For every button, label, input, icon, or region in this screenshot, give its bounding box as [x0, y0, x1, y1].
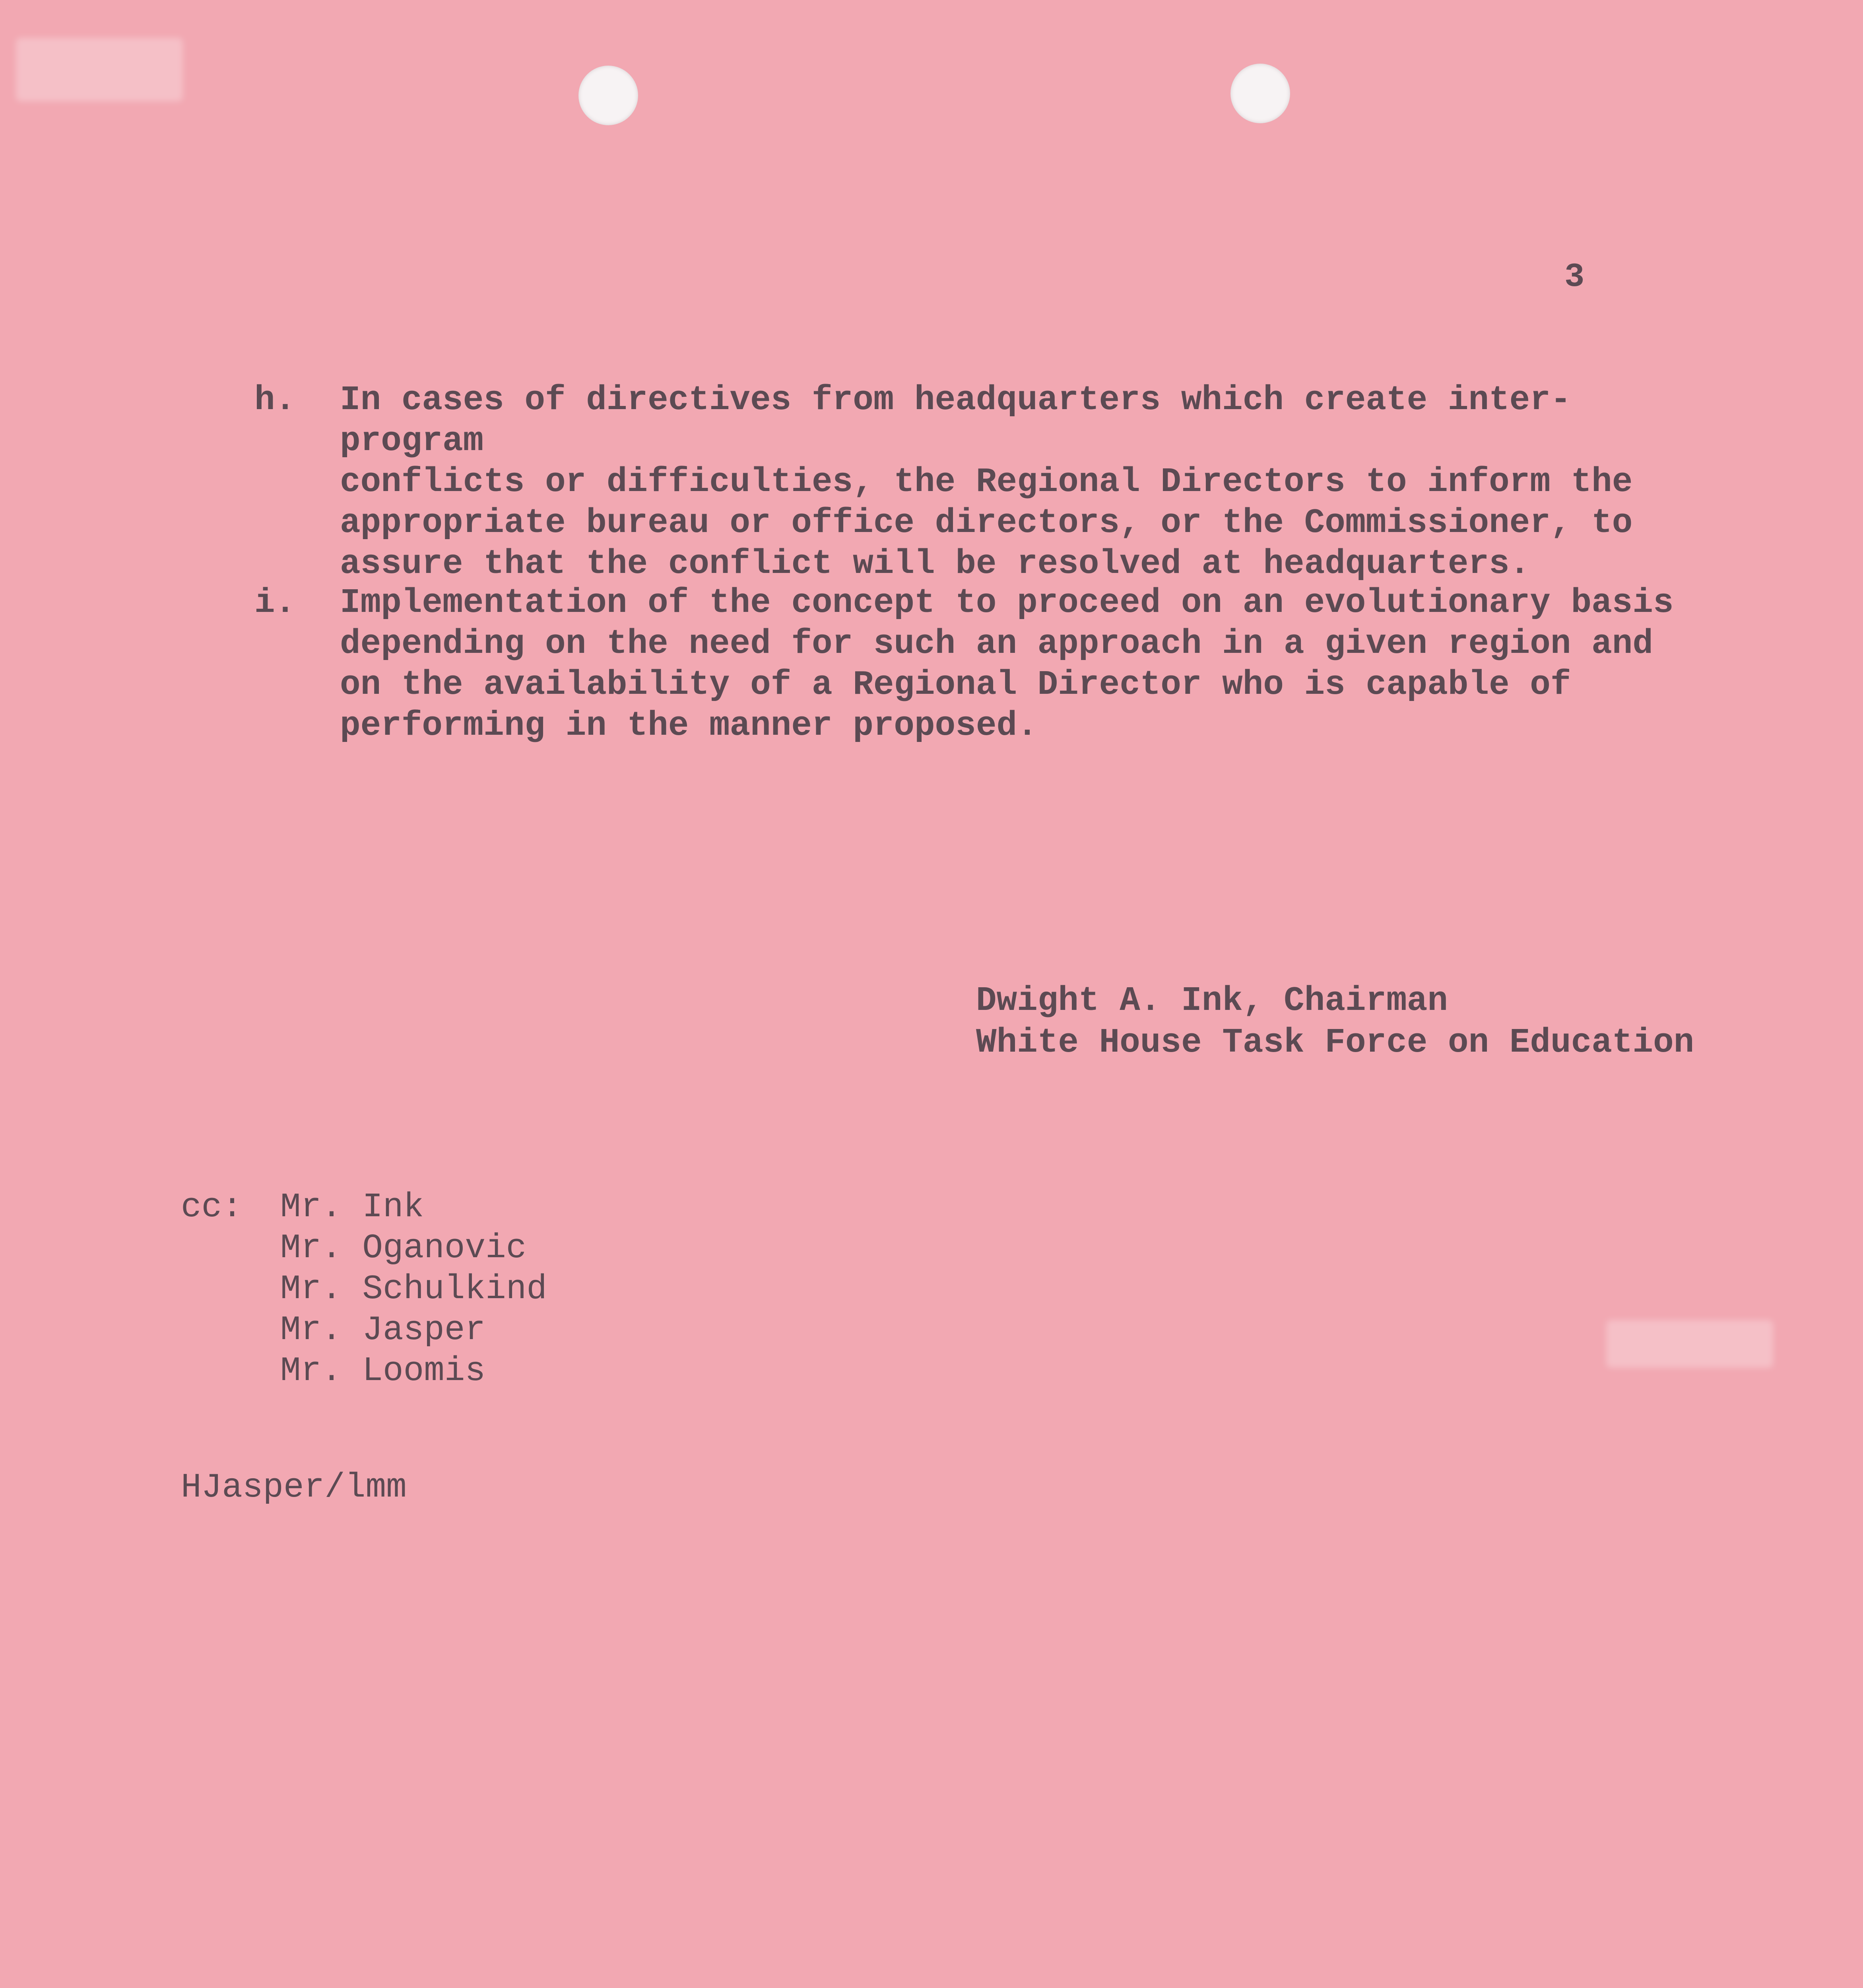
signature-name: Dwight A. Ink, Chairman: [976, 981, 1448, 1020]
punch-hole-left: [578, 66, 638, 125]
paper-smudge-right: [1606, 1320, 1773, 1368]
list-marker: i.: [254, 583, 296, 622]
list-item-text: Implementation of the concept to proceed on an evolutionary basis depending on the need for such an approach in a given region and on the availability of a Regional Director who is capable of performing in the manner proposed.: [340, 583, 1674, 745]
cc-recipient: Mr. Loomis: [280, 1351, 486, 1390]
cc-recipient: Mr. Schulkind: [280, 1270, 547, 1309]
reference-initials: HJasper/lmm: [181, 1468, 407, 1507]
signature-block: [976, 980, 1731, 1064]
cc-recipient: Mr. Ink: [280, 1188, 424, 1227]
list-item-text: In cases of directives from headquarters which create inter-program conflicts or difficulties, the Regional Directors to inform the appropriate bureau or office directors, or the Commissioner, to assure that the conflict will be resolved at headquarters.: [340, 381, 1633, 583]
cc-recipient: Mr. Oganovic: [280, 1229, 527, 1268]
cc-recipient: Mr. Jasper: [280, 1310, 486, 1349]
page-number: 3: [1564, 258, 1585, 296]
list-marker: h.: [254, 381, 296, 419]
cc-recipient-list: [280, 1187, 757, 1392]
paper-smudge-top-left: [16, 38, 183, 101]
cc-label: cc:: [181, 1188, 243, 1227]
punch-hole-right: [1230, 64, 1290, 123]
signature-title: White House Task Force on Education: [976, 1023, 1694, 1062]
